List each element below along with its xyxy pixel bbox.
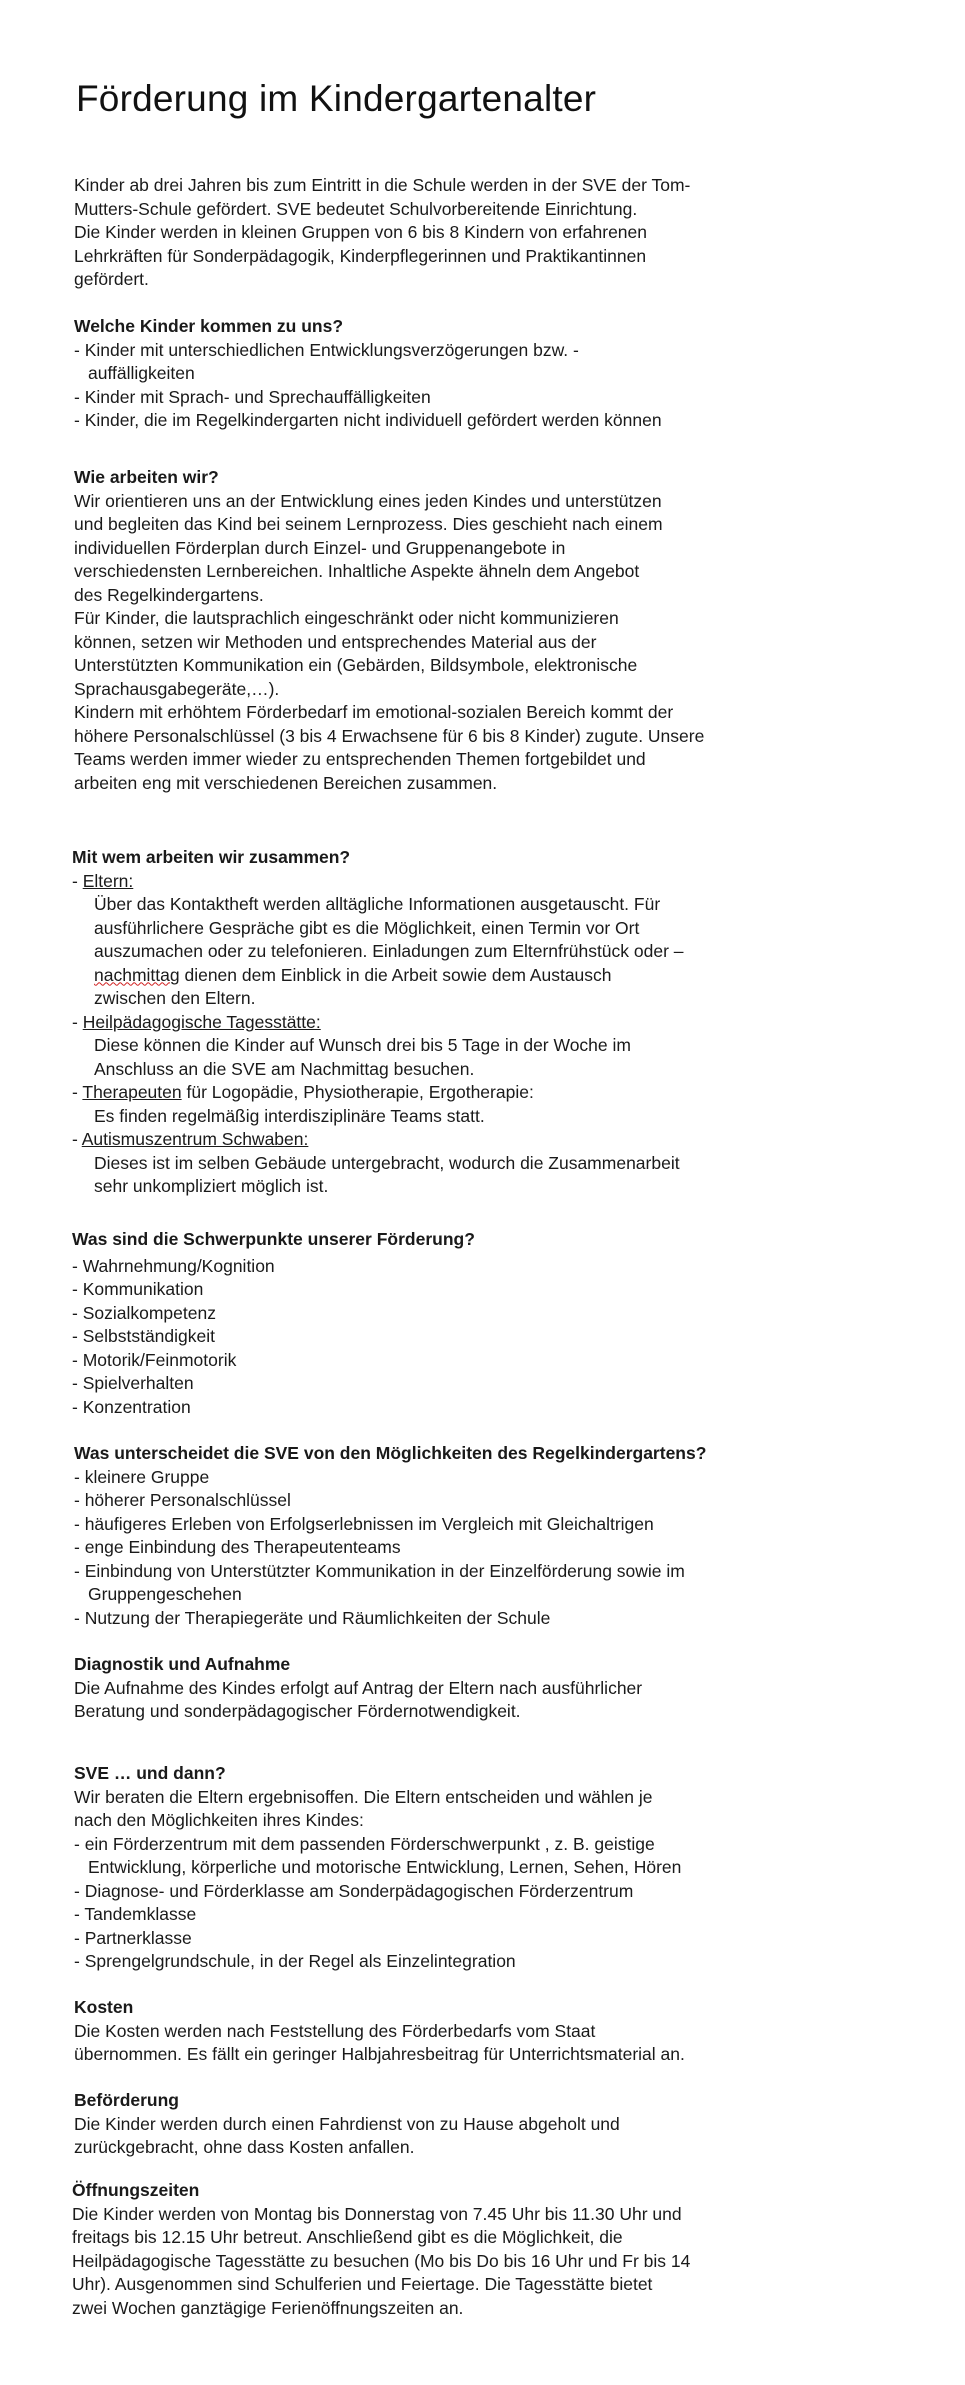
intro-line: Mutters-Schule gefördert. SVE bedeutet Schulvorbereitende Einrichtung. xyxy=(74,198,638,219)
paragraph-line: zwei Wochen ganztägige Ferienöffnungszeiten an. xyxy=(72,2297,464,2318)
section-heading: Beförderung xyxy=(74,2090,179,2110)
list-item: - höherer Personalschlüssel xyxy=(74,1490,291,1510)
list-item: - Sprengelgrundschule, in der Regel als Einzelintegration xyxy=(74,1951,516,1971)
schwerpunkte-section xyxy=(72,1228,812,1419)
paragraph-line: zwischen den Eltern. xyxy=(94,988,256,1008)
diagnostik-section xyxy=(74,1653,814,1724)
list-item: - Motorik/Feinmotorik xyxy=(72,1349,237,1370)
ther-label: Therapeuten xyxy=(82,1082,182,1102)
paragraph-line: auszumachen oder zu telefonieren. Einladungen zum Elternfrühstück oder – xyxy=(94,941,684,961)
paragraph-line: verschiedensten Lernbereichen. Inhaltliche Aspekte ähneln dem Angebot xyxy=(74,561,640,581)
list-item: - Sozialkompetenz xyxy=(72,1302,216,1323)
kosten-section xyxy=(74,1996,814,2067)
partner-heilpaedagogik: - Heilpädagogische Tagesstätte: xyxy=(72,1011,321,1032)
intro-line: Lehrkräften für Sonderpädagogik, Kinderpflegerinnen und Praktikantinnen xyxy=(74,245,647,266)
heil-label: Heilpädagogische Tagesstätte: xyxy=(82,1011,321,1032)
section-heading: Kosten xyxy=(74,1997,134,2017)
welche-kinder-section xyxy=(74,315,814,433)
list-item: - Kommunikation xyxy=(72,1279,204,1299)
paragraph-line xyxy=(72,964,812,988)
paragraph-line: Sprachausgabegeräte,…). xyxy=(74,678,280,699)
intro-line: Kinder ab drei Jahren bis zum Eintritt in die Schule werden in der SVE der Tom- xyxy=(74,175,691,195)
paragraph-line: können, setzen wir Methoden und entsprechendes Material aus der xyxy=(74,631,597,652)
befoerderung-section xyxy=(74,2089,814,2160)
paragraph-line: übernommen. Es fällt ein geringer Halbjahresbeitrag für Unterrichtsmaterial an. xyxy=(74,2044,685,2064)
paragraph-line: zurückgebracht, ohne dass Kosten anfallen. xyxy=(74,2137,415,2157)
section-heading: SVE … und dann? xyxy=(74,1763,226,1783)
list-item: - enge Einbindung des Therapeutenteams xyxy=(74,1537,401,1557)
paragraph-line: höhere Personalschlüssel (3 bis 4 Erwachsene für 6 bis 8 Kinder) zugute. Unsere xyxy=(74,725,705,746)
wie-arbeiten-section xyxy=(74,466,814,795)
paragraph-line: Die Kosten werden nach Feststellung des Förderbedarfs vom Staat xyxy=(74,2020,596,2041)
list-item: - Einbindung von Unterstützter Kommunikation in der Einzelförderung sowie im xyxy=(74,1560,685,1581)
paragraph-line: individuellen Förderplan durch Einzel- und Gruppenangebote in xyxy=(74,537,566,558)
partner-autismus: - Autismuszentrum Schwaben: xyxy=(72,1129,309,1149)
list-item: - Partnerklasse xyxy=(74,1927,192,1948)
paragraph-line: Die Kinder werden von Montag bis Donnerstag von 7.45 Uhr bis 11.30 Uhr und xyxy=(72,2203,682,2224)
list-item: - ein Förderzentrum mit dem passenden Förderschwerpunkt , z. B. geistige xyxy=(74,1833,655,1854)
eltern-label: Eltern: xyxy=(82,870,134,891)
paragraph-line: sehr unkompliziert möglich ist. xyxy=(94,1176,329,1196)
list-item: - Nutzung der Therapiegeräte und Räumlichkeiten der Schule xyxy=(74,1607,551,1628)
mit-wem-section xyxy=(72,846,812,1199)
paragraph-line: und begleiten das Kind bei seinem Lernprozess. Dies geschieht nach einem xyxy=(74,514,663,534)
partner-therapeuten: - Therapeuten für Logopädie, Physiotherapie, Ergotherapie: xyxy=(72,1082,534,1102)
paragraph-line: Anschluss an die SVE am Nachmittag besuchen. xyxy=(94,1058,475,1079)
page-title: Förderung im Kindergartenalter xyxy=(76,78,597,119)
paragraph-line: Die Kinder werden durch einen Fahrdienst von zu Hause abgeholt und xyxy=(74,2113,620,2134)
list-item: - Wahrnehmung/Kognition xyxy=(72,1255,275,1276)
sve-und-dann-section xyxy=(74,1762,814,1974)
partner-eltern: - Eltern: xyxy=(72,870,134,891)
list-item: - Kinder mit Sprach- und Sprechauffälligkeiten xyxy=(74,386,431,407)
list-item: - Selbstständigkeit xyxy=(72,1326,215,1346)
ther-text: für Logopädie, Physiotherapie, Ergotherapie: xyxy=(181,1082,534,1102)
list-item: - häufigeres Erleben von Erfolgserlebnissen im Vergleich mit Gleichaltrigen xyxy=(74,1513,654,1534)
paragraph-line: Über das Kontaktheft werden alltägliche Informationen ausgetauscht. Für xyxy=(94,894,661,914)
paragraph-line: Wir beraten die Eltern ergebnisoffen. Die Eltern entscheiden und wählen je xyxy=(74,1786,653,1807)
unterschied-section xyxy=(74,1442,814,1630)
section-heading: Welche Kinder kommen zu uns? xyxy=(74,316,344,336)
spellcheck-word: nachmittag xyxy=(94,964,180,985)
paragraph-line: Diese können die Kinder auf Wunsch drei bis 5 Tage in der Woche im xyxy=(94,1035,631,1055)
list-item: - kleinere Gruppe xyxy=(74,1466,210,1487)
intro-line: gefördert. xyxy=(74,269,149,289)
section-heading: Mit wem arbeiten wir zusammen? xyxy=(72,847,351,867)
paragraph-line: Wir orientieren uns an der Entwicklung eines jeden Kindes und unterstützen xyxy=(74,490,662,511)
paragraph-line: ausführlichere Gespräche gibt es die Möglichkeit, einen Termin vor Ort xyxy=(94,917,640,938)
section-heading: Öffnungszeiten xyxy=(72,2180,200,2200)
paragraph-line: Für Kinder, die lautsprachlich eingeschränkt oder nicht kommunizieren xyxy=(74,608,619,628)
autism-label: Autismuszentrum Schwaben: xyxy=(81,1129,309,1149)
list-item: Gruppengeschehen xyxy=(88,1584,242,1604)
paragraph-line: Heilpädagogische Tagesstätte zu besuchen (Mo bis Do bis 16 Uhr und Fr bis 14 xyxy=(72,2250,691,2271)
paragraph-line: nach den Möglichkeiten ihres Kindes: xyxy=(74,1810,364,1830)
paragraph-line: Beratung und sonderpädagogischer Fördernotwendigkeit. xyxy=(74,1701,521,1721)
paragraph-line: Es finden regelmäßig interdisziplinäre Teams statt. xyxy=(94,1105,485,1126)
section-heading: Wie arbeiten wir? xyxy=(74,467,219,487)
intro-line: Die Kinder werden in kleinen Gruppen von 6 bis 8 Kindern von erfahrenen xyxy=(74,222,647,242)
list-item: - Kinder, die im Regelkindergarten nicht individuell gefördert werden können xyxy=(74,410,662,430)
intro-section xyxy=(74,174,814,292)
section-heading: Was unterscheidet die SVE von den Möglichkeiten des Regelkindergartens? xyxy=(74,1443,707,1463)
paragraph-line: Uhr). Ausgenommen sind Schulferien und Feiertage. Die Tagesstätte bietet xyxy=(72,2274,653,2294)
paragraph-line: Teams werden immer wieder zu entsprechenden Themen fortgebildet und xyxy=(74,749,646,769)
section-heading: Diagnostik und Aufnahme xyxy=(74,1654,291,1674)
section-heading: Was sind die Schwerpunkte unserer Förderung? xyxy=(72,1229,475,1249)
list-item: auffälligkeiten xyxy=(88,363,195,383)
list-item: - Diagnose- und Förderklasse am Sonderpädagogischen Förderzentrum xyxy=(74,1880,634,1901)
paragraph-line: des Regelkindergartens. xyxy=(74,584,264,605)
list-item: - Tandemklasse xyxy=(74,1904,197,1924)
paragraph-text: dienen dem Einblick in die Arbeit sowie dem Austausch xyxy=(179,964,612,985)
paragraph-line: Kindern mit erhöhtem Förderbedarf im emotional-sozialen Bereich kommt der xyxy=(74,702,674,722)
list-item: - Konzentration xyxy=(72,1396,191,1417)
oeffnungszeiten-section xyxy=(72,2179,812,2320)
paragraph-line: freitags bis 12.15 Uhr betreut. Anschließend gibt es die Möglichkeit, die xyxy=(72,2227,623,2247)
paragraph-line: Die Aufnahme des Kindes erfolgt auf Antrag der Eltern nach ausführlicher xyxy=(74,1677,643,1698)
list-item: - Spielverhalten xyxy=(72,1373,194,1393)
paragraph-line: Unterstützten Kommunikation ein (Gebärden, Bildsymbole, elektronische xyxy=(74,655,638,675)
list-item: - Kinder mit unterschiedlichen Entwicklungsverzögerungen bzw. - xyxy=(74,339,579,360)
paragraph-line: arbeiten eng mit verschiedenen Bereichen zusammen. xyxy=(74,772,498,793)
list-item: Entwicklung, körperliche und motorische Entwicklung, Lernen, Sehen, Hören xyxy=(88,1857,682,1877)
paragraph-line: Dieses ist im selben Gebäude untergebracht, wodurch die Zusammenarbeit xyxy=(94,1152,680,1173)
